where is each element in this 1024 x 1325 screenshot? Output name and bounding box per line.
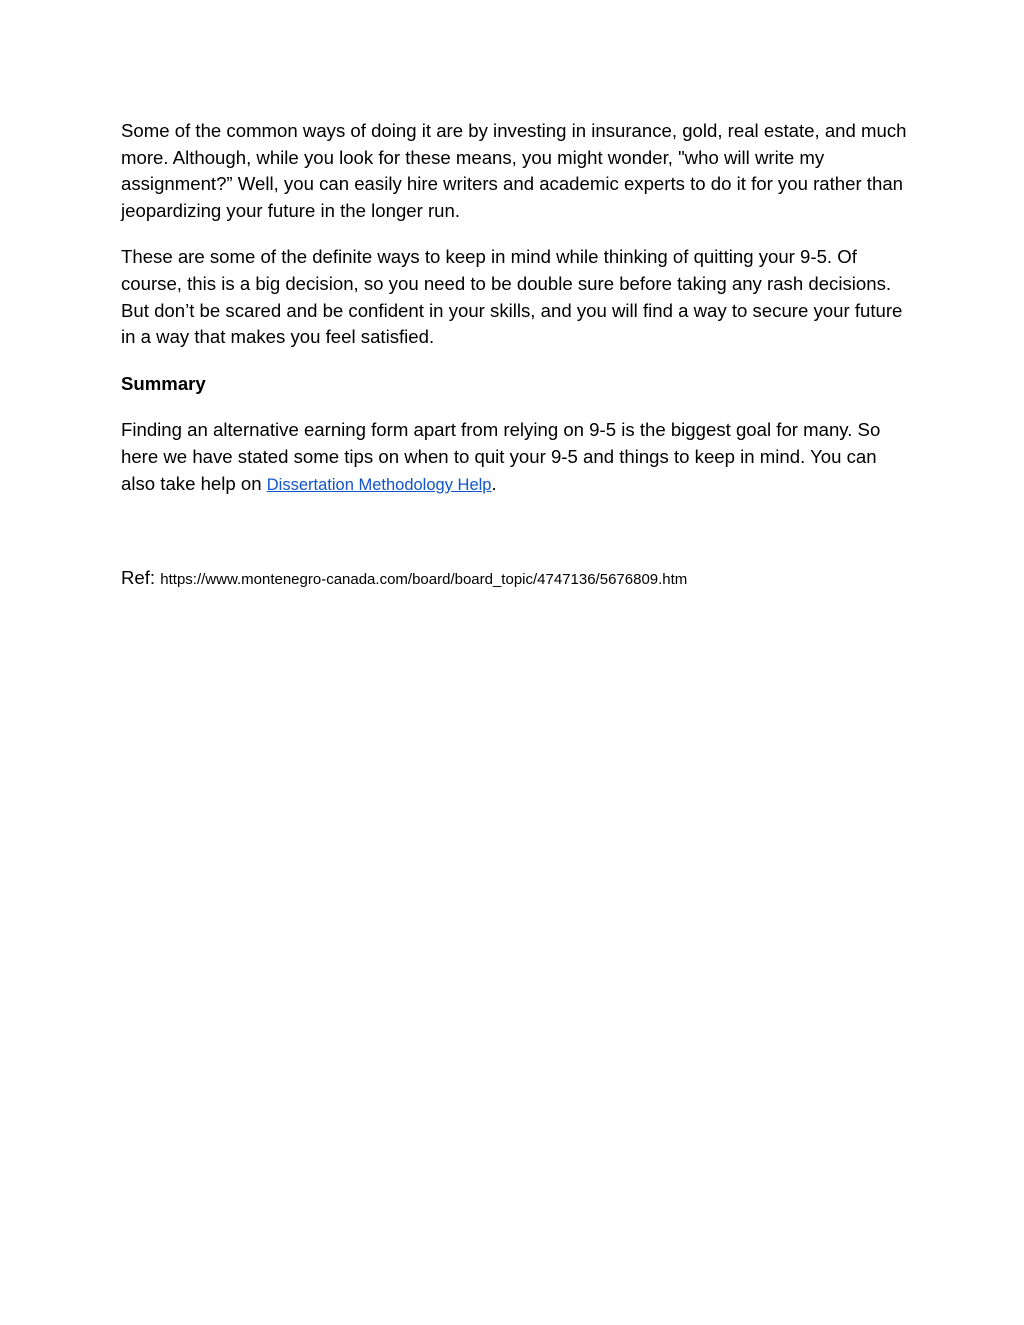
paragraph-investing: Some of the common ways of doing it are by investing in insurance, gold, real estate, and much more. Although, while you look for these means, you might wonder, "who will write my assignment?” Well, you can easily hire writers and academic experts to do it for you rather than jeopardizing your future in the longer run.	[121, 120, 907, 221]
summary-text: Finding an alternative earning form apart from relying on 9-5 is the biggest goal for many. So here we have stated some tips on when to quit your 9-5 and things to keep in mind. You can also take help on	[121, 419, 881, 494]
summary-text-end: .	[491, 472, 497, 494]
summary-paragraph	[121, 417, 911, 498]
document-body	[121, 118, 911, 518]
ref-label: Ref:	[121, 567, 161, 588]
paragraph-quitting: These are some of the definite ways to keep in mind while thinking of quitting your 9-5. Of course, this is a big decision, so you need to be double sure before taking any rash decisions. But don’t be scared and be confident in your skills, and you will find a way to secure your future in a way that makes you feel satisfied.	[121, 246, 903, 348]
ref-url: https://www.montenegro-canada.com/board/board_topic/4747136/5676809.htm	[160, 571, 688, 588]
reference-line	[121, 565, 687, 593]
dissertation-methodology-link[interactable]: Dissertation Methodology Help	[266, 475, 492, 494]
summary-heading: Summary	[121, 372, 206, 394]
